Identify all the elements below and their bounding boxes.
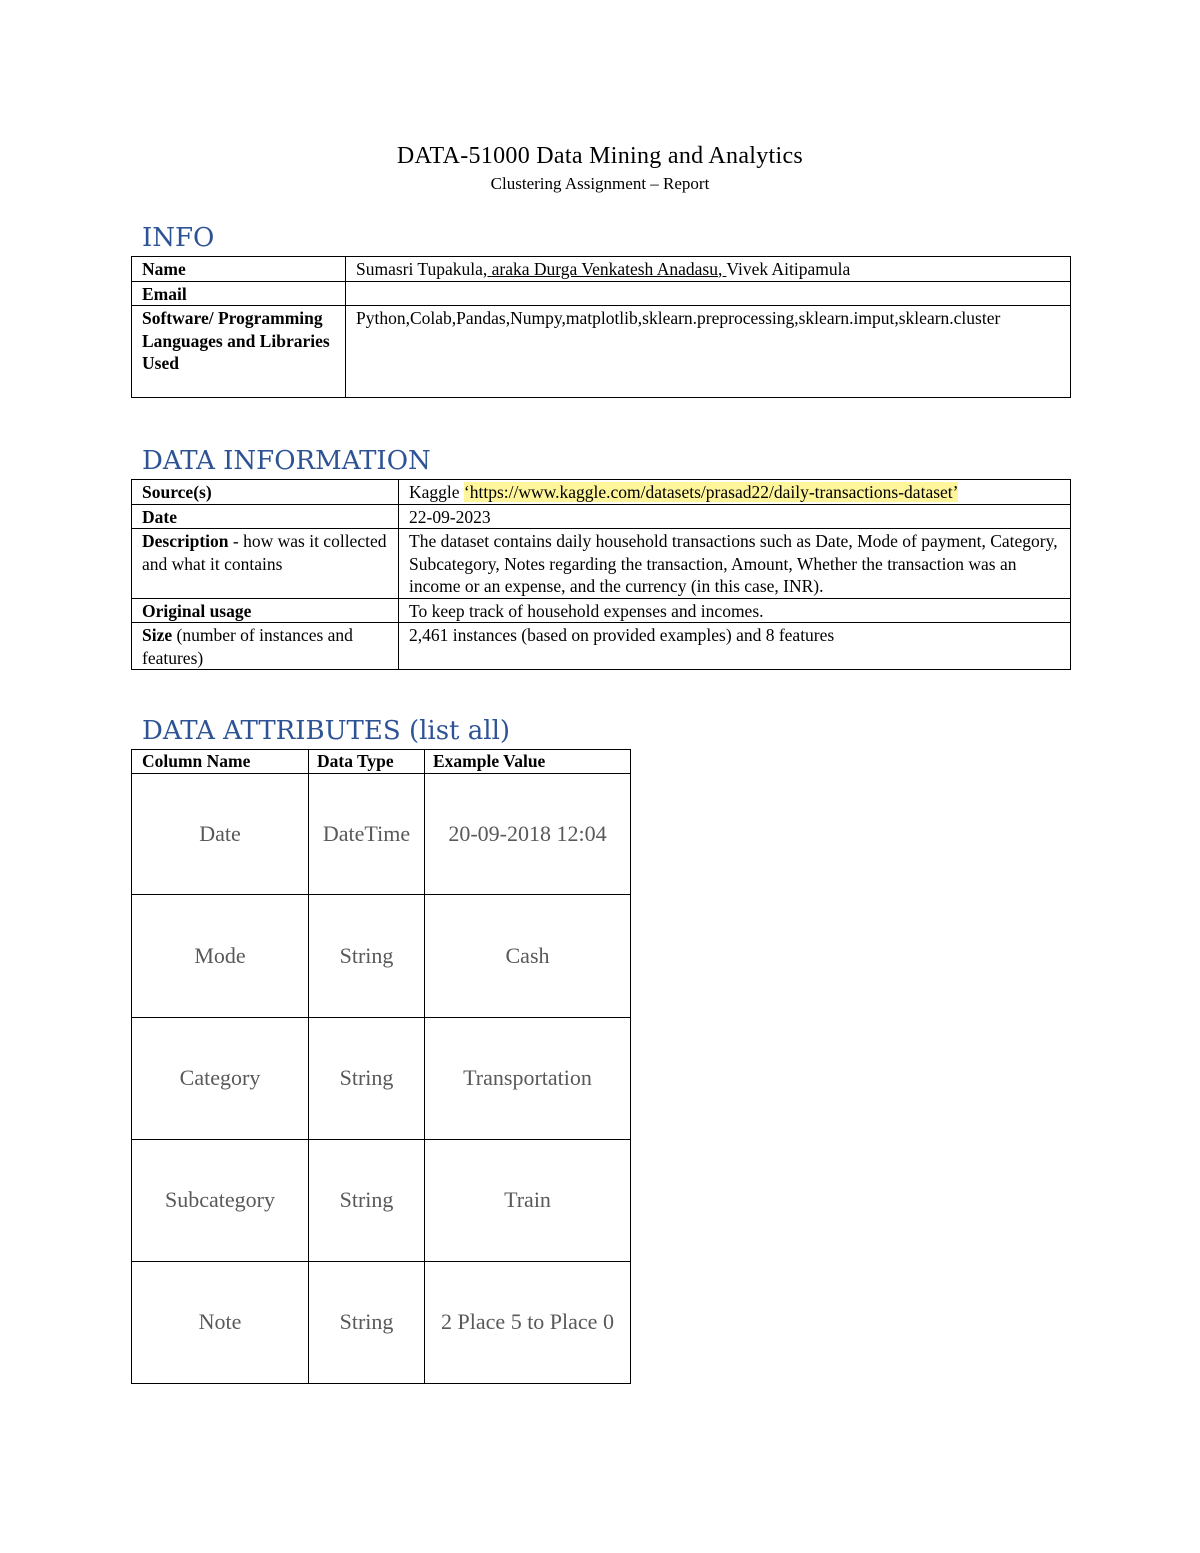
software-value: Python,Colab,Pandas,Numpy,matplotlib,sklearn.preprocessing,sklearn.imput,sklearn.cluster (346, 306, 1071, 398)
column-header: Data Type (309, 750, 425, 774)
table-row (132, 257, 1071, 282)
table-header-row (132, 750, 631, 774)
document-subtitle: Clustering Assignment – Report (490, 174, 710, 193)
column-name-cell: Note (132, 1262, 309, 1384)
author-name: Vivek Aitipamula (726, 259, 851, 279)
size-value: 2,461 instances (based on provided examples) and 8 features (399, 623, 1071, 670)
table-row (132, 529, 1071, 599)
name-label: Name (132, 257, 346, 282)
source-value: Kaggle ‘https://www.kaggle.com/datasets/prasad22/daily-transactions-dataset’ (399, 480, 1071, 505)
document-title: DATA-51000 Data Mining and Analytics (396, 143, 804, 169)
info-table (131, 256, 1071, 398)
size-note: (number of instances and features) (142, 625, 353, 668)
table-row (132, 895, 631, 1018)
column-header: Example Value (425, 750, 631, 774)
data-type-cell: String (309, 1262, 425, 1384)
info-heading: INFO (142, 223, 215, 253)
software-label: Software/ Programming Languages and Libraries Used (132, 306, 346, 398)
table-row (132, 1262, 631, 1384)
data-attributes-table (131, 749, 631, 1384)
example-value-cell: 20-09-2018 12:04 (425, 774, 631, 895)
author-name: araka Durga Venkatesh Anadasu (491, 259, 718, 279)
example-value-cell: 2 Place 5 to Place 0 (425, 1262, 631, 1384)
table-row (132, 281, 1071, 306)
table-row (132, 598, 1071, 623)
example-value-cell: Train (425, 1140, 631, 1262)
example-value-cell: Transportation (425, 1018, 631, 1140)
source-label: Source(s) (132, 480, 399, 505)
source-link[interactable]: ‘https://www.kaggle.com/datasets/prasad22/daily-transactions-dataset’ (463, 482, 959, 502)
data-type-cell: String (309, 1140, 425, 1262)
example-value-cell: Cash (425, 895, 631, 1018)
data-information-table (131, 479, 1071, 670)
table-row (132, 306, 1071, 398)
table-row (132, 1018, 631, 1140)
data-type-cell: DateTime (309, 774, 425, 895)
table-row (132, 774, 631, 895)
column-name-cell: Subcategory (132, 1140, 309, 1262)
author-name: Sumasri Tupakula (356, 259, 483, 279)
table-row (132, 480, 1071, 505)
description-value: The dataset contains daily household transactions such as Date, Mode of payment, Category, Subcategory, Notes regarding the transaction, Amount, Whether the transaction was an income or an expense, and the currency (in this case, INR). (399, 529, 1071, 599)
email-label: Email (132, 281, 346, 306)
data-type-cell: String (309, 895, 425, 1018)
table-row (132, 1140, 631, 1262)
original-usage-value: To keep track of household expenses and incomes. (399, 598, 1071, 623)
column-name-cell: Date (132, 774, 309, 895)
date-value: 22-09-2023 (399, 504, 1071, 529)
email-value (346, 281, 1071, 306)
column-header: Column Name (132, 750, 309, 774)
description-note: - how was it collected and what it contains (142, 531, 387, 574)
data-attributes-heading: DATA ATTRIBUTES (list all) (142, 716, 511, 746)
data-type-cell: String (309, 1018, 425, 1140)
data-information-heading: DATA INFORMATION (142, 446, 431, 476)
size-label: Size (number of instances and features) (132, 623, 399, 670)
date-label: Date (132, 504, 399, 529)
table-row (132, 504, 1071, 529)
original-usage-label: Original usage (132, 598, 399, 623)
description-label: Description - how was it collected and what it contains (132, 529, 399, 599)
column-name-cell: Mode (132, 895, 309, 1018)
name-value: Sumasri Tupakula, araka Durga Venkatesh Anadasu, Vivek Aitipamula (346, 257, 1071, 282)
column-name-cell: Category (132, 1018, 309, 1140)
table-row (132, 623, 1071, 670)
